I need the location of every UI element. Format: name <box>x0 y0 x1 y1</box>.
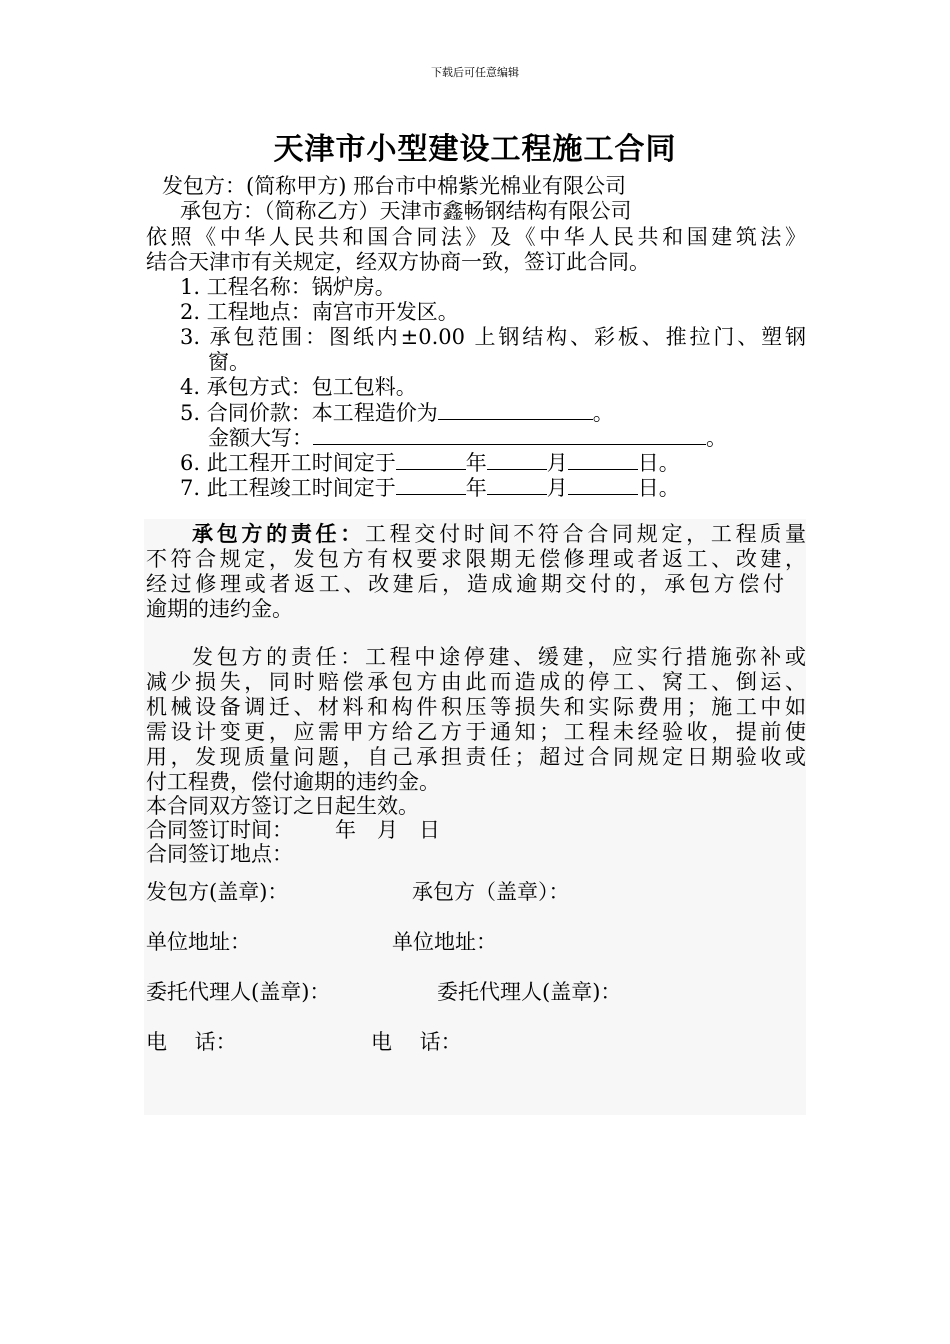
client-address-label: 单位地址： <box>146 930 251 954</box>
client-duty-line-1: 发包方的责任：工程中途停建、缓建，应实行措施弥补或 <box>192 645 806 669</box>
item-scope-line-1: 3. 承包范围：图纸内±0.00 上钢结构、彩板、推拉门、塑钢 <box>180 325 806 349</box>
contractor-phone-label: 电 话： <box>371 1030 462 1054</box>
item-contract-method: 4. 承包方式：包工包料。 <box>180 375 417 399</box>
item-start-date <box>180 450 680 475</box>
contractor-duty-text-1: 工程交付时间不符合合同规定，工程质量 <box>364 522 807 546</box>
item-amount-words <box>208 425 727 450</box>
start-day-label: 日。 <box>637 451 680 475</box>
contractor-duty-line-2: 不符合规定，发包方有权要求限期无偿修理或者返工、改建， <box>146 547 806 571</box>
amount-words-label: 金额大写： <box>208 426 313 450</box>
header-note: 下载后可任意编辑 <box>431 66 519 79</box>
start-year-label: 年 <box>465 451 487 475</box>
start-month-label: 月 <box>546 451 568 475</box>
sign-time-fields: 年 月 日 <box>335 818 440 842</box>
amount-words-blank[interactable] <box>313 425 706 445</box>
amount-words-suffix: 。 <box>706 426 727 450</box>
client-agent-label: 委托代理人(盖章)： <box>146 980 331 1004</box>
basis-line-2: 结合天津市有关规定，经双方协商一致，签订此合同。 <box>146 250 650 274</box>
price-blank[interactable] <box>438 400 593 420</box>
party-b-line: 承包方：（简称乙方）天津市鑫畅钢结构有限公司 <box>180 199 632 223</box>
completion-year-blank[interactable] <box>396 475 466 495</box>
item-project-name: 1. 工程名称：锅炉房。 <box>180 275 396 299</box>
client-duty-line-3: 机械设备调迁、材料和构件积压等损失和实际费用；施工中如 <box>146 695 806 719</box>
client-duty-line-5: 用，发现质量问题，自己承担责任；超过合同规定日期验收或 <box>146 745 806 769</box>
completion-date-label: 7. 此工程竣工时间定于 <box>180 476 396 500</box>
completion-month-blank[interactable] <box>487 475 547 495</box>
contract-title: 天津市小型建设工程施工合同 <box>273 132 677 167</box>
contractor-duty-line-3: 经过修理或者返工、改建后，造成逾期交付的，承包方偿付 <box>146 572 784 596</box>
price-suffix: 。 <box>592 401 614 425</box>
completion-year-label: 年 <box>465 476 487 500</box>
completion-day-label: 日。 <box>637 476 680 500</box>
client-phone-label: 电 话： <box>146 1030 237 1054</box>
party-a-line: 发包方：(简称甲方) 邢台市中棉紫光棉业有限公司 <box>162 174 627 198</box>
item-scope-line-2: 窗。 <box>208 350 250 374</box>
contractor-duty-line-4: 逾期的违约金。 <box>146 597 293 621</box>
client-duty-line-4: 需设计变更，应需甲方给乙方于通知；工程未经验收，提前使 <box>146 720 806 744</box>
sign-time-line <box>146 818 440 842</box>
basis-line-1: 依照《中华人民共和国合同法》及《中华人民共和国建筑法》 <box>146 225 806 249</box>
contractor-duty-line-1 <box>146 522 806 546</box>
client-duty-line-2: 减少损失，同时赔偿承包方由此而造成的停工、窝工、倒运、 <box>146 670 806 694</box>
item-completion-date <box>180 475 680 500</box>
completion-day-blank[interactable] <box>568 475 638 495</box>
start-day-blank[interactable] <box>568 450 638 470</box>
item-contract-price <box>180 400 614 425</box>
item-project-location: 2. 工程地点：南宫市开发区。 <box>180 300 459 324</box>
contractor-duty-heading: 承包方的责任： <box>192 521 365 546</box>
contractor-agent-label: 委托代理人(盖章)： <box>437 980 622 1004</box>
contractor-seal-label: 承包方（盖章）： <box>412 880 570 904</box>
price-label: 5. 合同价款：本工程造价为 <box>180 401 438 425</box>
start-year-blank[interactable] <box>396 450 466 470</box>
contractor-address-label: 单位地址： <box>392 930 497 954</box>
sign-place-line: 合同签订地点： <box>146 842 293 866</box>
start-month-blank[interactable] <box>487 450 547 470</box>
client-duty-line-6: 付工程费，偿付逾期的违约金。 <box>146 770 440 794</box>
completion-month-label: 月 <box>546 476 568 500</box>
sign-time-label: 合同签订时间： <box>146 818 293 842</box>
start-date-label: 6. 此工程开工时间定于 <box>180 451 396 475</box>
client-seal-label: 发包方(盖章)： <box>146 880 289 904</box>
effective-clause: 本合同双方签订之日起生效。 <box>146 794 419 818</box>
